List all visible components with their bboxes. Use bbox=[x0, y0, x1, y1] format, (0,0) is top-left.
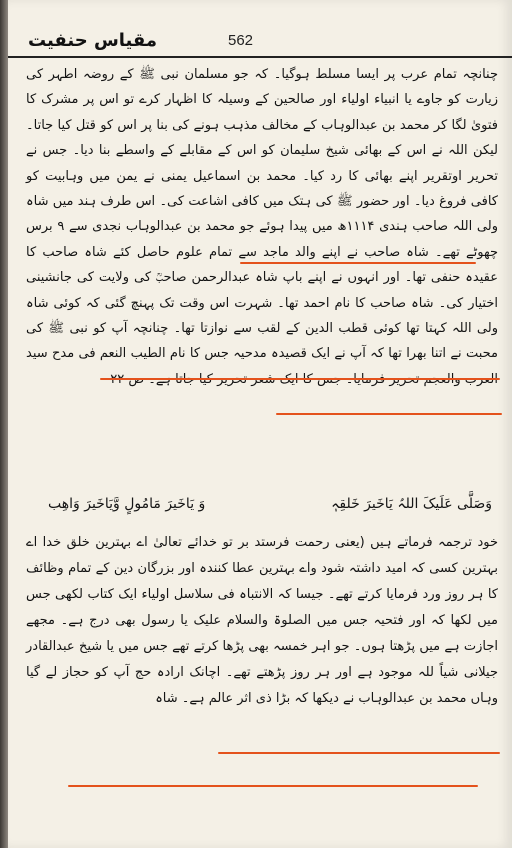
red-underline-3 bbox=[276, 413, 502, 415]
red-underline-1 bbox=[240, 262, 476, 264]
second-text-block bbox=[26, 530, 498, 712]
page-number: 562 bbox=[228, 32, 254, 49]
paragraph-2: خود ترجمہ فرماتے ہیں (یعنی رحمت فرستد بر تو خدائے تعالیٰ اے بہترین خلق خدا اے بہترین کسی کہ امید داشتہ شود واے بہترین عطا کنندہ اور بزرگان دین کے تمام وظائف کا ہر روز ورد فرمایا کرتے تھے۔ جیسا کہ الانتباہ فی سلاسل اولیاء ایک کتاب لکھی جس میں لکھا کہ اور فتحیہ جس میں الصلوۃ والسلام علیک یا رسول بھی درج ہے۔ مجھے اجازت ہے میں پڑھتا ہوں۔ جو اہر خمسہ بھی پڑھا کرتے تھے جس میں یا شیخ عبدالقادر جیلانی شیاً للہ موجود ہے اور ہر روز پڑھتے تھے۔ اچانک ارادہ حج آپ کو حجاز لے گیا وہاں محمد بن عبدالوہاب نے دیکھا کہ بڑا ذی اثر عالم ہے۔ شاہ bbox=[26, 535, 498, 706]
red-underline-5 bbox=[68, 785, 478, 787]
red-underline-2 bbox=[100, 378, 500, 380]
red-underline-4 bbox=[218, 752, 500, 754]
book-spine bbox=[0, 0, 8, 848]
header-title: مقیاس حنفیت bbox=[28, 30, 157, 51]
paragraph-1: چنانچہ تمام عرب پر ایسا مسلط ہوگیا۔ کہ جو مسلمان نبی ﷺ کے روضہ اطہر کی زیارت کو جاوے یا انبیاء اولیاء اور صالحین کے وسیلہ کا اظہار کرے تو اس پر مشرک کا فتویٰ لگا کر محمد بن عبدالوہاب کے مخالف مذہب ہونے کی بنا پر اس کو قتل کیا جاتا۔ لیکن اللہ نے اس کے بھائی شیخ سلیمان کو اس کے مقابلے کے واسطے بنا دیا۔ جس نے تحریر اوتقریر اپنے بھائی کا رد کیا۔ محمد بن اسماعیل یمنی نے یمن میں وہابیت کو کافی فروغ دیا۔ اور حضور ﷺ کی ہتک میں کافی اشاعت کی۔ اس طرف ہند میں شاہ ولی اللہ صاحب ہندی ۱۱۱۴ھ میں پیدا ہوئے جو محمد بن عبدالوہاب نجدی سے ۹ برس چھوٹے تھے۔ شاہ صاحب نے اپنے والد ماجد سے تمام علوم حاصل کئے شاہ صاحب کا عقیدہ حنفی تھا۔ اور انہوں نے اپنے باپ شاہ عبدالرحمن صاحبؒ کی ولایت کی جانشینی اختیار کی۔ شاہ صاحب کا نام احمد تھا۔ شہرت اس وقت تک پہنچ گئی کہ کوئی شاہ ولی اللہ کہتا تھا کوئی قطب الدین کے لقب سے نوازتا تھا۔ چنانچہ آپ کو نبی ﷺ کی محبت نے اتنا بھرا تھا کہ آپ نے ایک قصیدہ مدحیہ جس کا نام الطیب النعم فی مدح سید bbox=[26, 67, 498, 362]
running-header bbox=[8, 30, 512, 58]
book-page bbox=[8, 0, 512, 848]
main-text-block bbox=[26, 62, 498, 392]
verse-first-half: وَصَلَّی عَلَیکَ اللہُ یَاخَیرَ خَلقِہٖ bbox=[331, 496, 492, 512]
verse-second-half: وَ یَاخَیرَ مَامُولٍ وَّیَاخَیرَ وَاھِب bbox=[48, 496, 206, 512]
arabic-verse bbox=[48, 496, 492, 522]
